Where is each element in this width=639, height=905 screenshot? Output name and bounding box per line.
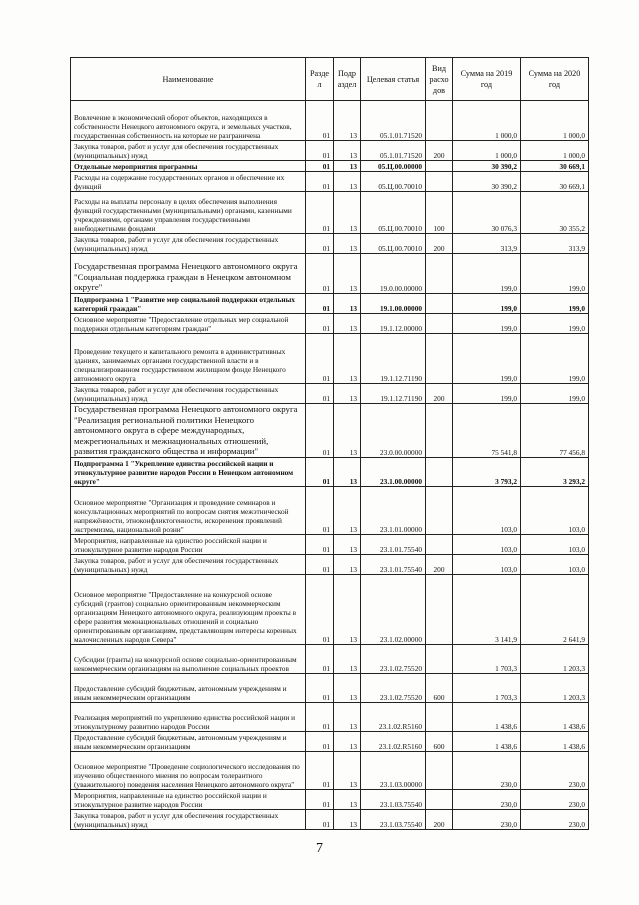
- row-sum-2019: 199,0: [453, 314, 521, 334]
- row-target: 23.1.02.R5160: [361, 731, 426, 751]
- row-sum-2020: 77 456,8: [521, 404, 589, 458]
- row-name: Мероприятия, направленные на единство российской нации и этнокультурное развитие народов России: [71, 534, 306, 554]
- row-sum-2020: 103,0: [521, 486, 589, 534]
- row-sum-2020: 2 641,9: [521, 574, 589, 644]
- row-podrazdel: 13: [334, 334, 361, 384]
- row-vid: 200: [426, 809, 453, 829]
- row-sum-2020: 199,0: [521, 294, 589, 314]
- row-sum-2019: 1 438,6: [453, 731, 521, 751]
- row-vid: 600: [426, 673, 453, 702]
- row-name: Государственная программа Ненецкого автономного округа "Реализация региональной политики Ненецкого автономного округа в сфере международных, межрегиональных и межнациональных отношений, развития гражданского общества и информации": [71, 404, 306, 458]
- page-number: 7: [316, 841, 323, 856]
- table-row: [71, 554, 589, 574]
- table-row: [71, 644, 589, 673]
- table-row: [71, 294, 589, 314]
- row-sum-2019: 199,0: [453, 294, 521, 314]
- table-row: [71, 161, 589, 172]
- row-podrazdel: 13: [334, 809, 361, 829]
- row-sum-2020: 103,0: [521, 534, 589, 554]
- row-target: 19.1.12.71190: [361, 384, 426, 404]
- row-sum-2019: 30 076,3: [453, 192, 521, 234]
- row-sum-2020: 1 000,0: [521, 101, 589, 141]
- row-podrazdel: 13: [334, 254, 361, 294]
- row-target: 23.1.03.75540: [361, 789, 426, 809]
- table-row: [71, 673, 589, 702]
- row-podrazdel: 13: [334, 457, 361, 486]
- header-podrazdel: Подр аздел: [334, 58, 361, 101]
- row-vid: [426, 789, 453, 809]
- row-target: 23.0.00.00000: [361, 404, 426, 458]
- row-sum-2019: 103,0: [453, 486, 521, 534]
- row-sum-2020: 230,0: [521, 789, 589, 809]
- row-vid: [426, 172, 453, 192]
- row-podrazdel: 13: [334, 644, 361, 673]
- row-name: Подпрограмма 1 "Развитие мер социальной поддержки отдельных категорий граждан": [71, 294, 306, 314]
- row-podrazdel: 13: [334, 751, 361, 789]
- row-sum-2019: 30 390,2: [453, 161, 521, 172]
- row-target: 23.1.01.75540: [361, 534, 426, 554]
- table-row: [71, 101, 589, 141]
- row-razdel: 01: [306, 334, 334, 384]
- table-row: [71, 141, 589, 161]
- row-target: 05.Ц.00.70010: [361, 192, 426, 234]
- row-podrazdel: 13: [334, 384, 361, 404]
- row-sum-2019: 1 000,0: [453, 101, 521, 141]
- row-sum-2020: 1 203,3: [521, 644, 589, 673]
- row-name: Закупка товаров, работ и услуг для обеспечения государственных (муниципальных) нужд: [71, 554, 306, 574]
- row-sum-2019: 199,0: [453, 384, 521, 404]
- table-header-row: [71, 58, 589, 101]
- row-razdel: 01: [306, 314, 334, 334]
- row-sum-2020: 1 000,0: [521, 141, 589, 161]
- row-razdel: 01: [306, 554, 334, 574]
- row-name: Мероприятия, направленные на единство российской нации и этнокультурное развитие народов России: [71, 789, 306, 809]
- row-vid: [426, 644, 453, 673]
- row-sum-2020: 1 438,6: [521, 731, 589, 751]
- row-vid: [426, 101, 453, 141]
- row-target: 23.1.02.00000: [361, 574, 426, 644]
- table-row: [71, 702, 589, 731]
- row-target: 19.1.12.71190: [361, 334, 426, 384]
- row-sum-2019: 313,9: [453, 234, 521, 254]
- row-podrazdel: 13: [334, 172, 361, 192]
- row-name: Закупка товаров, работ и услуг для обеспечения государственных (муниципальных) нужд: [71, 141, 306, 161]
- row-podrazdel: 13: [334, 101, 361, 141]
- row-podrazdel: 13: [334, 534, 361, 554]
- row-name: Проведение текущего и капитального ремонта в административных зданиях, занимаемых органами государственной власти и в специализированном государственном жилищном фонде Ненецкого автономного округа: [71, 334, 306, 384]
- row-name: Закупка товаров, работ и услуг для обеспечения государственных (муниципальных) нужд: [71, 384, 306, 404]
- budget-table: [70, 57, 589, 830]
- table-row: [71, 314, 589, 334]
- table-row: [71, 751, 589, 789]
- row-name: Основное мероприятие "Организация и проведение семинаров и консультационных мероприятий по вопросам снятия межэтнической напряжённости, этноконфликтогенности, искоренения проявлений экстремизма, национальной розни": [71, 486, 306, 534]
- row-razdel: 01: [306, 534, 334, 554]
- row-name: Расходы на содержание государственных органов и обеспечение их функций: [71, 172, 306, 192]
- row-podrazdel: 13: [334, 294, 361, 314]
- row-name: Закупка товаров, работ и услуг для обеспечения государственных (муниципальных) нужд: [71, 809, 306, 829]
- row-razdel: 01: [306, 141, 334, 161]
- row-sum-2020: 30 355,2: [521, 192, 589, 234]
- row-target: 05.Ц.00.70010: [361, 234, 426, 254]
- row-name: Субсидии (гранты) на конкурсной основе социально-ориентированным некоммерческим организациям на выполнение социальных проектов: [71, 644, 306, 673]
- row-name: Реализация мероприятий по укреплению единства российской нации и этнокультурному развитию народов России: [71, 702, 306, 731]
- table-row: [71, 574, 589, 644]
- row-vid: 100: [426, 192, 453, 234]
- row-sum-2019: 103,0: [453, 554, 521, 574]
- row-name: Основное мероприятие "Предоставление на конкурсной основе субсидий (грантов) социально ориентированным некоммерческим организациям Ненецкого автономного округа, реализующим проекты в сфере развития межнациональных отношений и социально ориентированным организациям, представляющим интересы коренных малочисленных народов Севера": [71, 574, 306, 644]
- table-row: [71, 172, 589, 192]
- row-razdel: 01: [306, 192, 334, 234]
- row-sum-2019: 75 541,8: [453, 404, 521, 458]
- row-target: 05.1.01.71520: [361, 141, 426, 161]
- row-razdel: 01: [306, 809, 334, 829]
- row-target: 05.Ц.00.70010: [361, 172, 426, 192]
- row-vid: [426, 457, 453, 486]
- row-sum-2020: 1 438,6: [521, 702, 589, 731]
- row-razdel: 01: [306, 404, 334, 458]
- row-name: Отдельные мероприятия программы: [71, 161, 306, 172]
- row-razdel: 01: [306, 457, 334, 486]
- table-row: [71, 809, 589, 829]
- row-name: Подпрограмма 1 "Укрепление единства российской нации и этнокультурное развитие народов России в Ненецком автономном округе": [71, 457, 306, 486]
- row-sum-2020: 199,0: [521, 314, 589, 334]
- header-sum-2020: Сумма на 2020 год: [521, 58, 589, 101]
- row-razdel: 01: [306, 254, 334, 294]
- row-sum-2020: 230,0: [521, 809, 589, 829]
- row-razdel: 01: [306, 101, 334, 141]
- row-vid: [426, 294, 453, 314]
- row-vid: [426, 702, 453, 731]
- row-name: Вовлечение в экономический оборот объектов, находящихся в собственности Ненецкого автономного округа, и земельных участков, государственная собственность на которые не разграничена: [71, 101, 306, 141]
- row-sum-2019: 1 000,0: [453, 141, 521, 161]
- row-podrazdel: 13: [334, 554, 361, 574]
- row-podrazdel: 13: [334, 486, 361, 534]
- row-razdel: 01: [306, 294, 334, 314]
- row-name: Государственная программа Ненецкого автономного округа "Социальная поддержка граждан в Ненецком автономном округе": [71, 254, 306, 294]
- row-sum-2019: 230,0: [453, 809, 521, 829]
- row-vid: [426, 161, 453, 172]
- row-vid: [426, 486, 453, 534]
- row-razdel: 01: [306, 673, 334, 702]
- row-razdel: 01: [306, 644, 334, 673]
- row-vid: [426, 574, 453, 644]
- row-target: 05.1.01.71520: [361, 101, 426, 141]
- table-row: [71, 254, 589, 294]
- row-vid: [426, 254, 453, 294]
- row-podrazdel: 13: [334, 234, 361, 254]
- row-target: 23.1.00.00000: [361, 457, 426, 486]
- row-sum-2019: 199,0: [453, 334, 521, 384]
- table-row: [71, 334, 589, 384]
- row-razdel: 01: [306, 751, 334, 789]
- row-razdel: 01: [306, 486, 334, 534]
- header-vid: Вид расхо дов: [426, 58, 453, 101]
- row-podrazdel: 13: [334, 314, 361, 334]
- table-row: [71, 404, 589, 458]
- row-target: 19.0.00.00000: [361, 254, 426, 294]
- row-razdel: 01: [306, 161, 334, 172]
- row-vid: 600: [426, 731, 453, 751]
- row-razdel: 01: [306, 702, 334, 731]
- row-sum-2019: 1 703,3: [453, 644, 521, 673]
- row-sum-2020: 230,0: [521, 751, 589, 789]
- row-name: Предоставление субсидий бюджетным, автономным учреждениям и иным некоммерческим организациям: [71, 731, 306, 751]
- row-vid: [426, 404, 453, 458]
- row-target: 23.1.03.00000: [361, 751, 426, 789]
- row-name: Основное мероприятие "Предоставление отдельных мер социальной поддержки отдельным категориям граждан": [71, 314, 306, 334]
- row-name: Основное мероприятие "Проведение социологического исследования по изучению общественного мнения по вопросам толерантного (уважительного) поведения населения Ненецкого автономного округа": [71, 751, 306, 789]
- row-sum-2019: 3 793,2: [453, 457, 521, 486]
- row-sum-2019: 3 141,9: [453, 574, 521, 644]
- row-razdel: 01: [306, 574, 334, 644]
- row-target: 19.1.00.00000: [361, 294, 426, 314]
- row-sum-2020: 313,9: [521, 234, 589, 254]
- header-target: Целевая статья: [361, 58, 426, 101]
- row-vid: [426, 314, 453, 334]
- row-target: 23.1.02.R5160: [361, 702, 426, 731]
- row-podrazdel: 13: [334, 404, 361, 458]
- table-row: [71, 457, 589, 486]
- row-vid: [426, 751, 453, 789]
- row-sum-2019: 1 438,6: [453, 702, 521, 731]
- table-row: [71, 234, 589, 254]
- row-vid: 200: [426, 141, 453, 161]
- row-name: Расходы на выплаты персоналу в целях обеспечения выполнения функций государственными (муниципальными) органами, казенными учреждениями, органами управления государственными внебюджетными фондами: [71, 192, 306, 234]
- row-sum-2020: 30 669,1: [521, 161, 589, 172]
- row-sum-2019: 103,0: [453, 534, 521, 554]
- table-body: [71, 101, 589, 830]
- table-row: [71, 486, 589, 534]
- row-name: Закупка товаров, работ и услуг для обеспечения государственных (муниципальных) нужд: [71, 234, 306, 254]
- row-razdel: 01: [306, 384, 334, 404]
- table-row: [71, 534, 589, 554]
- row-sum-2020: 1 203,3: [521, 673, 589, 702]
- table-row: [71, 384, 589, 404]
- row-podrazdel: 13: [334, 789, 361, 809]
- row-vid: 200: [426, 554, 453, 574]
- row-sum-2020: 199,0: [521, 334, 589, 384]
- row-target: 05.Ц.00.00000: [361, 161, 426, 172]
- row-podrazdel: 13: [334, 141, 361, 161]
- row-sum-2020: 199,0: [521, 384, 589, 404]
- row-target: 23.1.01.00000: [361, 486, 426, 534]
- row-sum-2019: 30 390,2: [453, 172, 521, 192]
- row-vid: 200: [426, 384, 453, 404]
- row-razdel: 01: [306, 789, 334, 809]
- row-podrazdel: 13: [334, 161, 361, 172]
- row-sum-2019: 230,0: [453, 789, 521, 809]
- header-razdel: Разде л: [306, 58, 334, 101]
- row-name: Предоставление субсидий бюджетным, автономным учреждениям и иным некоммерческим организациям: [71, 673, 306, 702]
- table-row: [71, 192, 589, 234]
- table-row: [71, 731, 589, 751]
- row-target: 23.1.03.75540: [361, 809, 426, 829]
- row-target: 23.1.01.75540: [361, 554, 426, 574]
- row-sum-2019: 1 703,3: [453, 673, 521, 702]
- row-razdel: 01: [306, 234, 334, 254]
- header-name: Наименование: [71, 58, 306, 101]
- row-sum-2020: 103,0: [521, 554, 589, 574]
- row-vid: [426, 534, 453, 554]
- row-podrazdel: 13: [334, 574, 361, 644]
- row-podrazdel: 13: [334, 192, 361, 234]
- row-vid: 200: [426, 234, 453, 254]
- header-sum-2019: Сумма на 2019 год: [453, 58, 521, 101]
- table-row: [71, 789, 589, 809]
- row-sum-2019: 199,0: [453, 254, 521, 294]
- row-sum-2020: 30 669,1: [521, 172, 589, 192]
- row-sum-2019: 230,0: [453, 751, 521, 789]
- row-razdel: 01: [306, 731, 334, 751]
- row-sum-2020: 3 293,2: [521, 457, 589, 486]
- row-target: 23.1.02.75520: [361, 673, 426, 702]
- row-podrazdel: 13: [334, 702, 361, 731]
- row-vid: [426, 334, 453, 384]
- row-target: 23.1.02.75520: [361, 644, 426, 673]
- row-podrazdel: 13: [334, 673, 361, 702]
- row-target: 19.1.12.00000: [361, 314, 426, 334]
- row-sum-2020: 199,0: [521, 254, 589, 294]
- row-podrazdel: 13: [334, 731, 361, 751]
- row-razdel: 01: [306, 172, 334, 192]
